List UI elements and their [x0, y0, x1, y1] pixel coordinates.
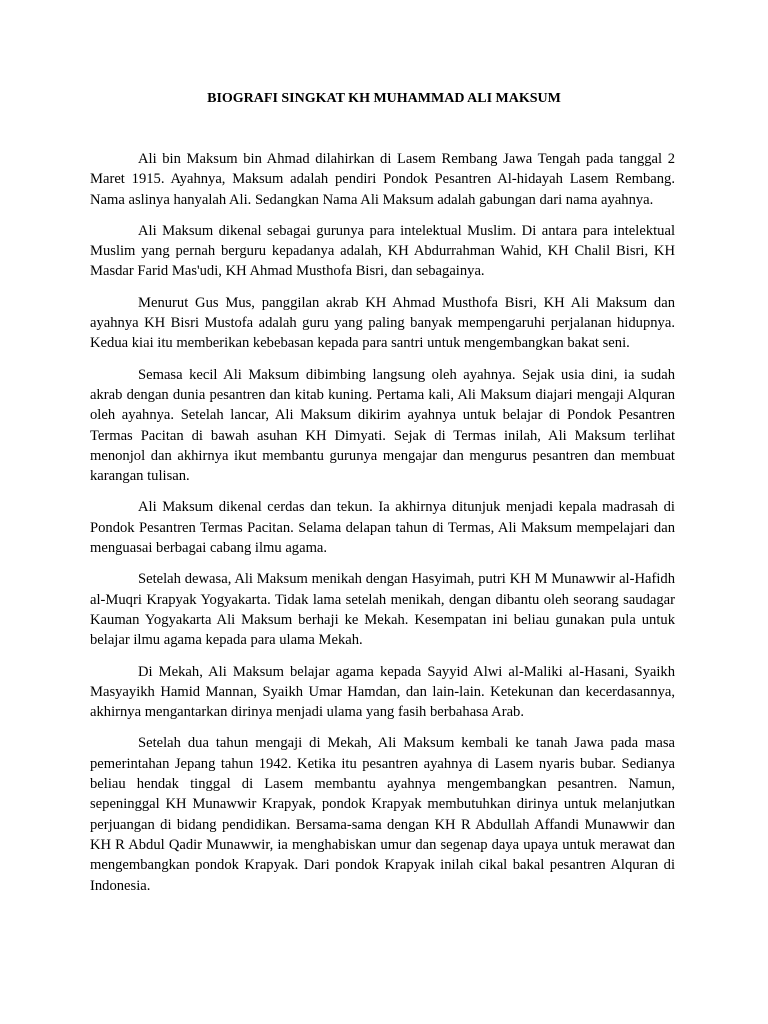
document-title: BIOGRAFI SINGKAT KH MUHAMMAD ALI MAKSUM — [207, 91, 561, 106]
paragraph-1: Ali bin Maksum bin Ahmad dilahirkan di Lasem Rembang Jawa Tengah pada tanggal 2 Maret 1915. Ayahnya, Maksum adalah pendiri Pondok Pesantren Al-hidayah Lasem Rembang. Nama aslinya hanyalah Ali. Sedangkan Nama Ali Maksum adalah gabungan dari nama ayahnya. — [90, 151, 675, 208]
paragraph-6: Setelah dewasa, Ali Maksum menikah dengan Hasyimah, putri KH M Munawwir al-Hafidh al-Muqri Krapyak Yogyakarta. Tidak lama setelah menikah, dengan dibantu oleh seorang saudagar Kauman Yogyakarta Ali Maksum berhaji ke Mekah. Kesempatan ini beliau gunakan pula untuk belajar ilmu agama kepada para ulama Mekah. — [90, 571, 675, 649]
paragraph-7: Di Mekah, Ali Maksum belajar agama kepada Sayyid Alwi al-Maliki al-Hasani, Syaikh Masyayikh Hamid Mannan, Syaikh Umar Hamdan, dan lain-lain. Ketekunan dan kecerdasannya, akhirnya mengantarkan dirinya menjadi ulama yang fasih berbahasa Arab. — [90, 663, 675, 721]
paragraph-8: Setelah dua tahun mengaji di Mekah, Ali Maksum kembali ke tanah Jawa pada masa pemerintahan Jepang tahun 1942. Ketika itu pesantren ayahnya di Lasem nyaris bubar. Sedianya beliau hendak tinggal di Lasem membantu ayahnya mengembangkan pesantren. Namun, sepeninggal KH Munawwir Krapyak, pondok Krapyak membutuhkan dirinya untuk melanjutkan perjuangan di bidang pendidikan. Bersama-sama dengan KH R Abdullah Affandi Munawwir dan KH R Abdul Qadir Munawwir, ia menghabiskan umur dan segenap daya upaya untuk merawat dan mengembangkan pondok Krapyak. Dari pondok Krapyak inilah cikal bakal pesantren Alquran di Indonesia. — [90, 735, 675, 894]
paragraph-4: Semasa kecil Ali Maksum dibimbing langsung oleh ayahnya. Sejak usia dini, ia sudah akrab dengan dunia pesantren dan kitab kuning. Pertama kali, Ali Maksum diajari mengaji Alquran oleh ayahnya. Setelah lancar, Ali Maksum dikirim ayahnya untuk belajar di Pondok Pesantren Termas Pacitan di bawah asuhan KH Dimyati. Sejak di Termas inilah, Ali Maksum terlihat menonjol dan akhirnya ikut membantu gurunya mengajar dan mengurus pesantren dan membuat karangan tulisan. — [90, 366, 675, 485]
paragraph-2: Ali Maksum dikenal sebagai gurunya para intelektual Muslim. Di antara para intelektual Muslim yang pernah berguru kepadanya adalah, KH Abdurrahman Wahid, KH Chalil Bisri, KH Masdar Farid Mas'udi, KH Ahmad Musthofa Bisri, dan sebagainya. — [90, 222, 675, 280]
paragraph-5: Ali Maksum dikenal cerdas dan tekun. Ia akhirnya ditunjuk menjadi kepala madrasah di Pondok Pesantren Termas Pacitan. Selama delapan tahun di Termas, Ali Maksum mempelajari dan menguasai berbagai cabang ilmu agama. — [90, 499, 675, 557]
paragraph-3: Menurut Gus Mus, panggilan akrab KH Ahmad Musthofa Bisri, KH Ali Maksum dan ayahnya KH Bisri Mustofa adalah guru yang paling banyak mempengaruhi perjalanan hidupnya. Kedua kiai itu memberikan kebebasan kepada para santri untuk mengembangkan bakat seni. — [90, 294, 675, 352]
document-body — [90, 149, 675, 907]
